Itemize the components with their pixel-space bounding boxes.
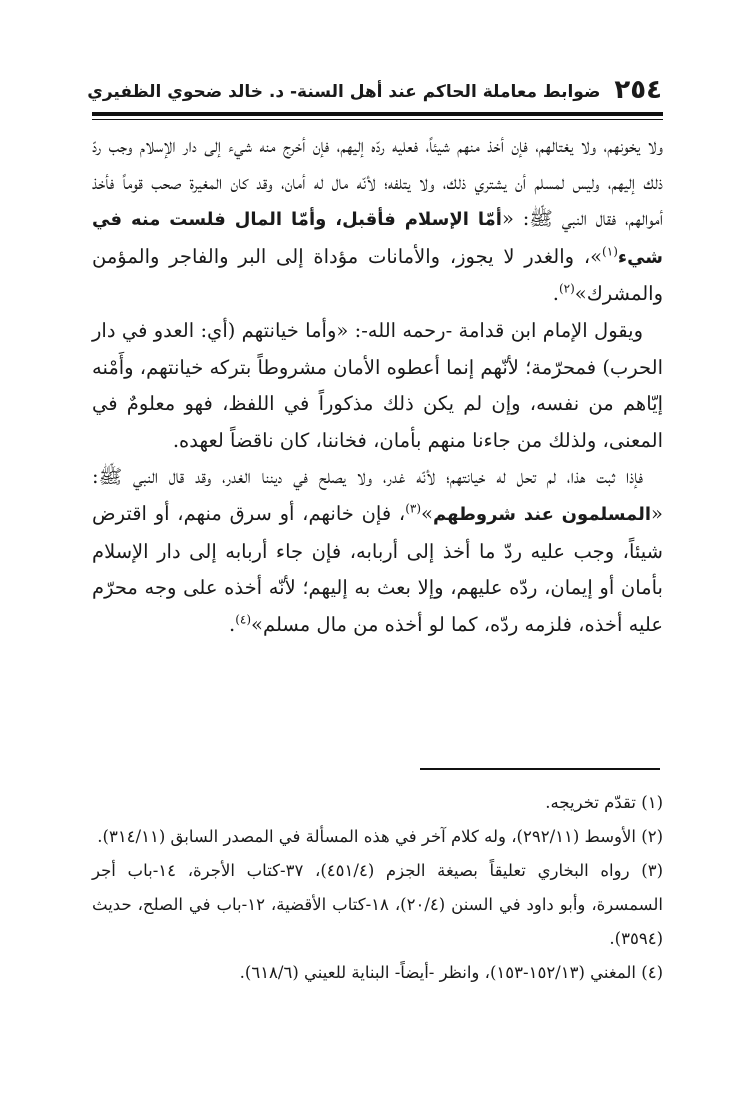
header-rule-thin [92,119,663,120]
paragraph-3-end: . [229,612,236,636]
footnote-ref-1: (١) [602,244,618,259]
paragraph-1-end: . [552,282,559,306]
main-text [92,128,663,643]
footnote-1: (١) تقدّم تخريجه. [545,793,663,812]
footnote-4: (٤) المغني (١٥٢/١٣-١٥٣)، وانظر -أيضاً- البناية للعيني (٦١٨/٦). [239,963,663,982]
footnote-2: (٢) الأوسط (٢٩٢/١١)، وله كلام آخر في هذه المسألة في المصدر السابق (٣١٤/١١). [97,827,663,846]
hadith-quote-1: أمّا الإسلام فأقبل، وأمّا المال فلست منه في شيء [92,209,663,268]
footnote-separator [420,768,660,770]
paragraph-3-text: فإذا ثبت هذا، لم تحل له خيانتهم؛ لأنّه غدر، ولا يصلح في ديننا الغدر، وقد قال النبي ﷺ: « [92,465,663,525]
paragraph-1-text-cont: »، والغدر لا يجوز، والأمانات مؤداة إلى البر والفاجر والمؤمن والمشرك» [92,244,663,306]
paragraph-3 [92,459,663,643]
paragraph-1-text: ولا يخونهم، ولا يغتالهم، فإن أخذ منهم شيئاً، فعليه ردّه إليهم، فإن أخرج منه شيء إلى دار الإسلام وجب ردّ ذلك إليهم، وليس لمسلم أن يشتري ذلك، ولا يتلفه؛ لأنّه مال له أمان، وقد كان المغيرة صحب قوماً فأخذ أموالهم، فقال النبي ﷺ: « [92,134,663,231]
footnotes [92,786,663,990]
footnote-3: (٣) رواه البخاري تعليقاً بصيغة الجزم (٤٥١/٤)، ٣٧-كتاب الأجرة، ١٤-باب أجر السمسرة، وأبو داود في السنن (٢٠/٤)، ١٨-كتاب الأقضية، ١٢-باب في الصلح، حديث (٣٥٩٤). [92,861,663,948]
paragraph-3-quote-close: » [421,501,433,525]
page-header [87,70,662,106]
paragraph-3-text-cont: ، فإن خانهم، أو سرق منهم، أو اقترض شيئاً، وجب عليه ردّ ما أخذ إلى أربابه، فإن جاء أربابه إلى دار الإسلام بأمان أو إيمان، ردّه عليهم، وإلا بعث به إليهم؛ لأنّه أخذه على وجه محرّم عليه أخذه، فلزمه ردّه، كما لو أخذه من مال مسلم» [92,501,663,636]
footnote-ref-4: (٤) [235,612,252,627]
page-number: ٢٥٤ [614,75,662,105]
footnote-ref-2: (٢) [558,281,575,296]
hadith-quote-2: المسلمون عند شروطهم [432,503,652,525]
header-rule [92,112,663,116]
paragraph-2: ويقول الإمام ابن قدامة -رحمه الله-: «وأما خيانتهم (أي: العدو في دار الحرب) فمحرّمة؛ لأنّهم إنما أعطوه الأمان مشروطاً بتركه خيانتهم، وأَمْنه إيّاهم من نفسه، وإن لم يكن ذلك مذكوراً في اللفظ، فهو معلومٌ في المعنى، ولذلك من جاءنا منهم بأمان، فخاننا، كان ناقضاً لعهده. [91,318,663,452]
paragraph-1 [92,128,663,313]
running-title: ضوابط معاملة الحاكم عند أهل السنة- د. خالد ضحوي الظفيري [87,82,601,102]
footnote-ref-3: (٣) [405,501,422,516]
